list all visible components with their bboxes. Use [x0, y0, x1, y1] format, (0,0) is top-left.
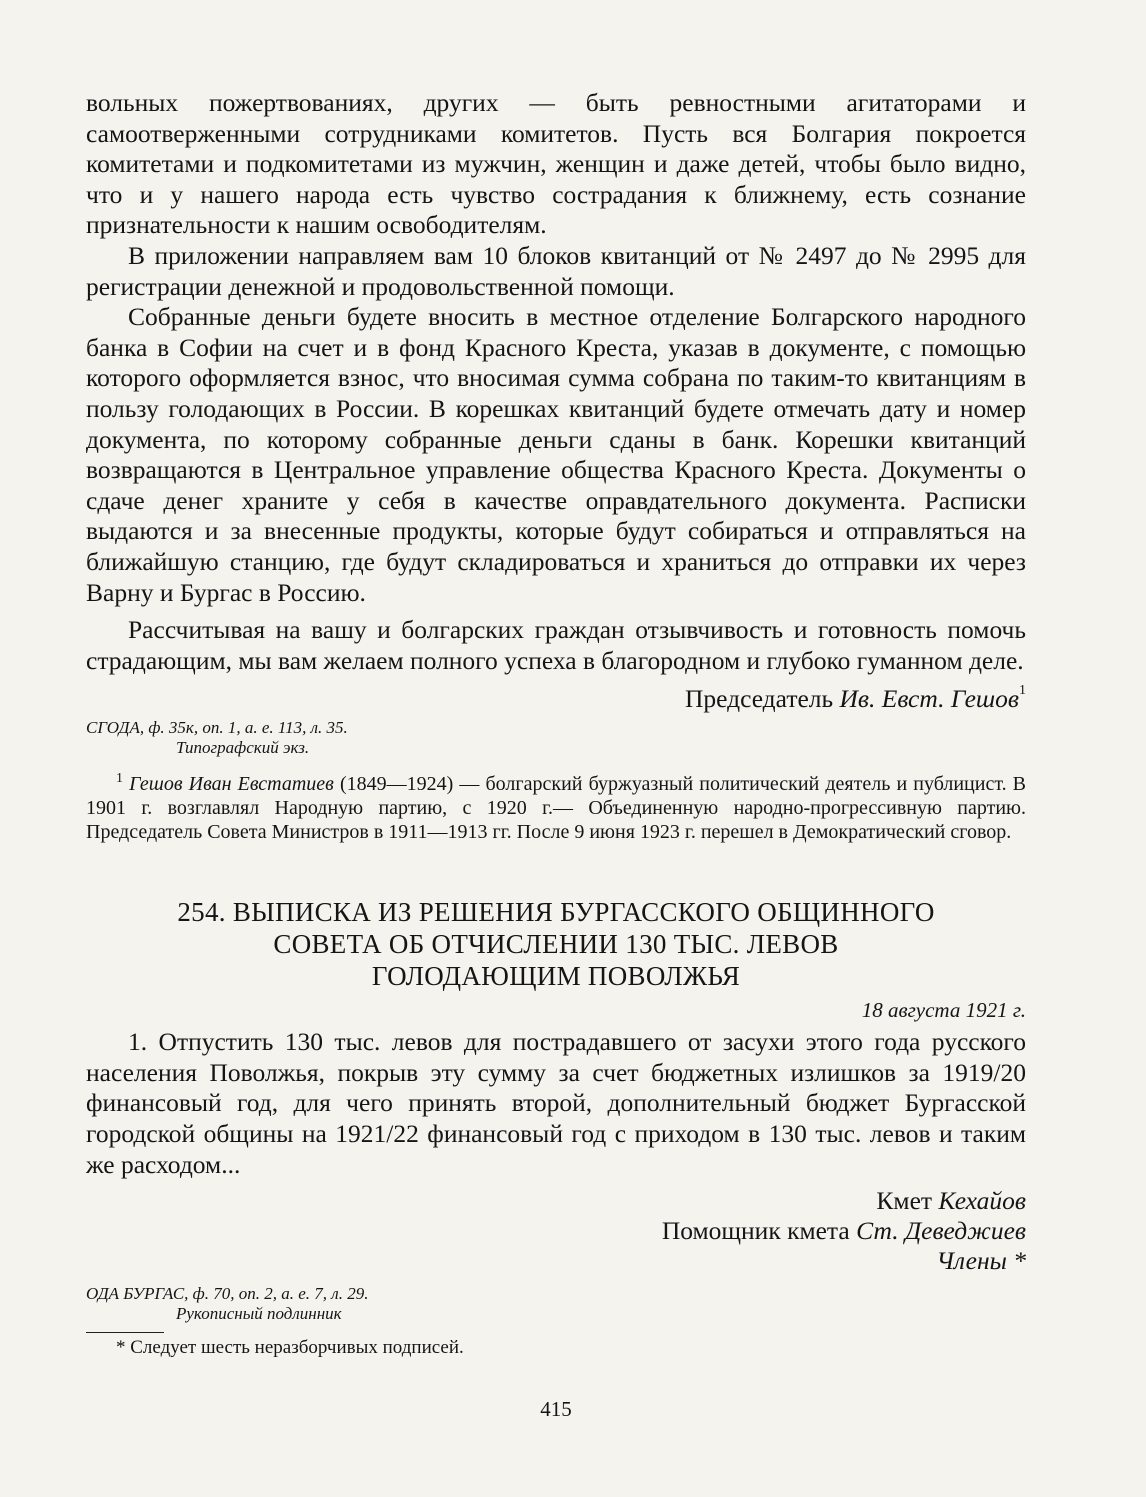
body-paragraph-4: Рассчитывая на вашу и болгарских граждан отзывчивость и готовность помочь страдающим, мы вам желаем полного успеха в благородном и глубоко гуманном деле. [86, 615, 1026, 675]
body-paragraph-3: Собранные деньги будете вносить в местное отделение Болгарского народного банка в Софии на счет и в фонд Красного Креста, указав в документе, с помощью которого оформляется взнос, что вносимая сумма собрана по таким-то квитанциям в пользу голодающих в России. В корешках квитанций будете отмечать дату и номер документа, по которому собранные деньги сданы в банк. Корешки квитанций возвращаются в Центральное управление общества Красного Креста. Документы о сдаче денег храните у себя в качестве оправдательного документа. Расписки выдаются и за внесенные продукты, которые будут собираться и отправляться на ближайшую станцию, где будут складироваться и храниться до отправки их через Варну и Бургас в Россию. [86, 302, 1026, 607]
footnote-mark: 1 [116, 771, 123, 787]
body-paragraph-1: вольных пожертвованиях, других — быть ревностными агитаторами и самоотверженными сотрудниками комитетов. Пусть вся Болгария покроется комитетами и подкомитетами из мужчин, женщин и даже детей, чтобы было видно, что и у нашего народа есть чувство сострадания к ближнему, есть сознание признательности к нашим освободителям. [86, 88, 1026, 240]
assistant-role: Помощник кмета [661, 1216, 850, 1246]
footnote-ref: 1 [1019, 683, 1026, 699]
members-label: Члены * [936, 1246, 1026, 1276]
document-text: 1. Отпустить 130 тыс. левов для пострадавшего от засухи этого года русского населения Поволжья, покрыв эту сумму за счет бюджетных излишков за 1919/20 финансовый год, для чего принять второй, дополнительный бюджет Бургасской городской общины на 1921/22 финансовый год с приходом в 130 тыс. левов и таким же расходом... [86, 1027, 1026, 1179]
footnote-name: Гешов Иван Евстатиев [129, 773, 334, 796]
page-number: 415 [540, 1397, 572, 1422]
body-paragraph-2: В приложении направляем вам 10 блоков квитанций от № 2497 до № 2995 для регистрации денежной и продовольственной помощи. [86, 240, 1026, 301]
archive-ref: СГОДА, ф. 35к, оп. 1, а. е. 113, л. 35. [86, 718, 348, 738]
assistant-name: Ст. Деведжиев [856, 1216, 1026, 1246]
signature-role: Председатель [684, 684, 834, 714]
footnote-geshov [86, 772, 1026, 844]
document-date: 18 августа 1921 г. [861, 998, 1026, 1023]
archive-ref-2: ОДА БУРГАС, ф. 70, оп. 2, а. е. 7, л. 29. [86, 1284, 369, 1304]
footnote-signatures: * Следует шесть неразборчивых подписей. [116, 1337, 464, 1359]
kmet-role: Кмет [876, 1186, 933, 1216]
signature-chairman [86, 684, 1026, 714]
archive-reference-2 [86, 1284, 1026, 1324]
title-line-1: 254. ВЫПИСКА ИЗ РЕШЕНИЯ БУРГАССКОГО ОБЩИННОГО [177, 897, 935, 928]
signature-members [86, 1246, 1026, 1276]
title-line-3: ГОЛОДАЮЩИМ ПОВОЛЖЬЯ [371, 961, 741, 992]
title-line-2: СОВЕТА ОБ ОТЧИСЛЕНИИ 130 ТЫС. ЛЕВОВ [273, 929, 839, 960]
signature-name: Ив. Евст. Гешов [839, 684, 1019, 714]
kmet-name: Кехайов [938, 1186, 1026, 1216]
document-title [86, 896, 1026, 992]
footnote-text: (1849—1924) — болгарский буржуазный политический деятель и публицист. В 1901 г. возглавлял Народную партию, с 1920 г.— Объединенную народно-прогрессивную партию. Председатель Совета Министров в 1911—1913 гг. После 9 июня 1923 г. перешел в Демократический сговор. [86, 773, 1027, 844]
signature-assistant [86, 1216, 1026, 1246]
archive-reference-1 [86, 718, 1026, 758]
footnote-divider [86, 1332, 164, 1333]
archive-copy-type: Типографский экз. [176, 738, 310, 758]
archive-copy-type-2: Рукописный подлинник [176, 1304, 342, 1324]
signature-kmet [86, 1186, 1026, 1216]
